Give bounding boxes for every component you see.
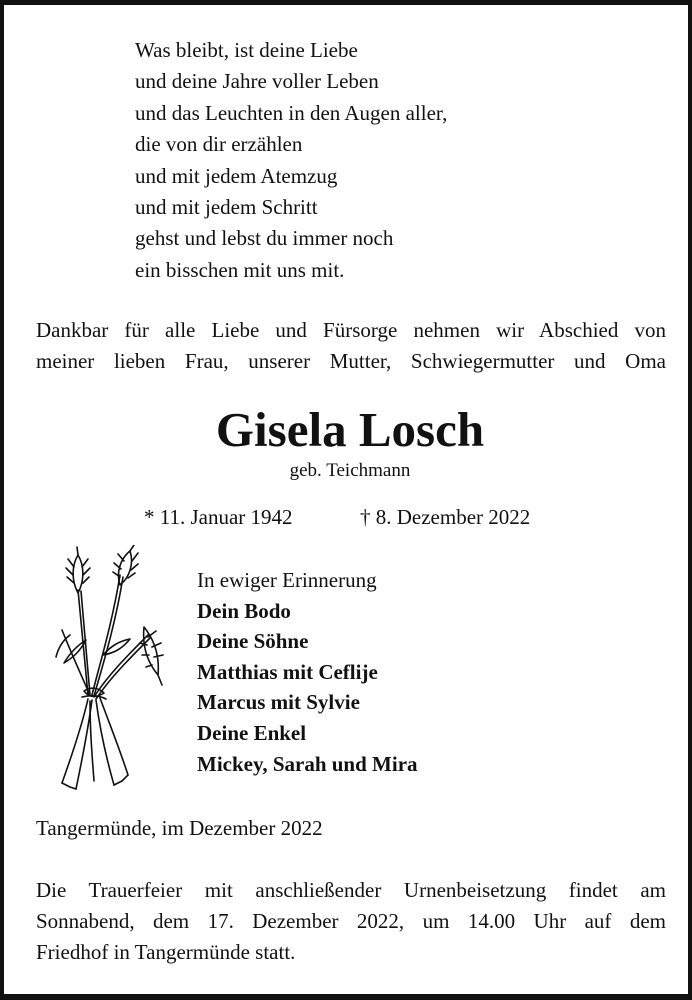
funeral-announcement (36, 875, 666, 968)
poem-line: und deine Jahre voller Leben (135, 69, 379, 94)
funeral-line: Sonnabend, dem 17. Dezember 2022, um 14.00 Uhr auf dem (36, 909, 666, 933)
signoff-lead: In ewiger Erinnerung (197, 568, 377, 592)
poem-line: ein bisschen mit uns mit. (135, 257, 345, 282)
deceased-name: Gisela Losch (215, 402, 485, 457)
mourner-name: Dein Bodo (197, 598, 291, 623)
poem-line: gehst und lebst du immer noch (135, 226, 394, 251)
intro-line: Dankbar für alle Liebe und Fürsorge nehmen wir Abschied von (36, 318, 666, 342)
mourner-name: Marcus mit Sylvie (197, 690, 360, 715)
poem-line: und das Leuchten in den Augen aller, (135, 100, 448, 125)
mourner-name: Deine Söhne (197, 629, 309, 654)
birth-name: geb. Teichmann (289, 460, 411, 481)
poem-line: die von dir erzählen (135, 132, 303, 157)
mourner-name: Mickey, Sarah und Mira (197, 751, 418, 776)
funeral-line: Die Trauerfeier mit anschließender Urnenbeisetzung findet am (36, 878, 666, 902)
signoff-list (197, 565, 418, 779)
poem-line: und mit jedem Atemzug (135, 163, 338, 188)
place-and-date: Tangermünde, im Dezember 2022 (36, 816, 323, 840)
birth-date: * 11. Januar 1942 (144, 505, 293, 529)
funeral-line: Friedhof in Tangermünde statt. (36, 940, 296, 964)
farewell-intro (36, 315, 666, 377)
wheat-sheaf-icon (48, 545, 174, 795)
poem (135, 35, 447, 286)
death-date: † 8. Dezember 2022 (360, 505, 531, 529)
mourner-name: Deine Enkel (197, 720, 307, 745)
poem-line: Was bleibt, ist deine Liebe (135, 38, 358, 62)
mourner-name: Matthias mit Ceflije (197, 659, 378, 684)
intro-line: meiner lieben Frau, unserer Mutter, Schwiegermutter und Oma (36, 349, 666, 373)
poem-line: und mit jedem Schritt (135, 195, 318, 220)
